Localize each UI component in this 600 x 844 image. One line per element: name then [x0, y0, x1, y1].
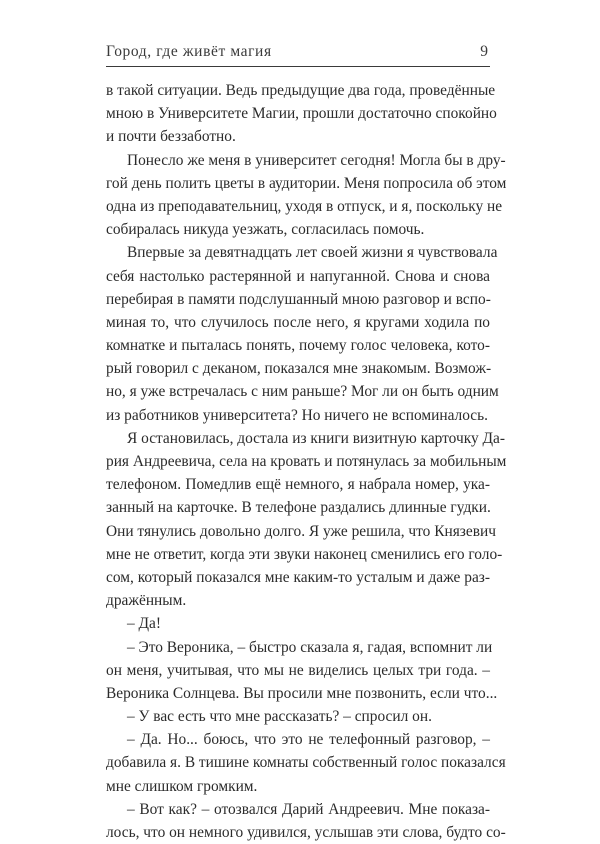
text-line: – У вас есть что мне рассказать? – спросил он.	[127, 708, 432, 726]
text-line: дражённым.	[106, 592, 187, 610]
text-line: себя настолько растерянной и напуганной. Снова и снова	[106, 267, 490, 285]
text-line: занный на карточке. В телефоне раздались длинные гудки.	[106, 499, 491, 517]
text-line: из работников университета? Но ничего не вспоминалось.	[106, 406, 489, 424]
text-line: Понесло же меня в университет сегодня! Могла бы в дру-	[127, 151, 506, 169]
text-line: – Вот как? – отозвался Дарий Андреевич. Мне показа-	[127, 800, 490, 818]
text-line: в такой ситуации. Ведь предыдущие два года, проведённые	[106, 82, 496, 99]
text-line: гой день полить цветы в аудитории. Меня попросила об этом	[106, 174, 507, 192]
text-line: миная то, что случилось после него, я кругами ходила по	[106, 313, 490, 331]
text-line: добавила я. В тишине комнаты собственный голос показался	[106, 754, 506, 772]
text-line: комнатке и пыталась понять, почему голос человека, кото-	[106, 337, 490, 355]
text-line: Впервые за девятнадцать лет своей жизни я чувствовала	[127, 244, 498, 262]
text-line: но, я уже встречалась с ним раньше? Мог ли он быть одним	[106, 383, 499, 401]
text-line: мне слишком громким.	[106, 777, 258, 795]
text-line: – Да. Но... боюсь, что это не телефонный разговор, –	[127, 731, 490, 749]
body-text	[106, 79, 507, 844]
text-line: телефоном. Помедлив ещё немного, я набрала номер, ука-	[106, 476, 490, 494]
text-line: он меня, учитывая, что мы не виделись целых три года. –	[106, 661, 490, 679]
running-header	[106, 40, 490, 67]
text-line: – Да!	[127, 615, 161, 633]
text-line: перебирая в памяти подслушанный мною разговор и вспо-	[106, 290, 491, 308]
page-number: 9	[480, 43, 488, 60]
text-line: сом, который показался мне каким-то усталым и даже раз-	[106, 568, 490, 586]
text-line: и почти беззаботно.	[106, 128, 236, 146]
running-title: Город, где живёт магия	[106, 43, 272, 60]
text-line: лось, что он немного удивился, услышав эти слова, будто со-	[106, 824, 506, 841]
text-line: мною в Университете Магии, прошли достаточно спокойно	[106, 105, 497, 123]
text-line: Вероника Солнцева. Вы просили мне позвонить, если что...	[106, 684, 498, 702]
text-line: Они тянулись довольно долго. Я уже решила, что Князевич	[106, 522, 496, 540]
text-line: одна из преподавательниц, уходя в отпуск, и я, поскольку не	[106, 197, 503, 215]
text-line: мне не ответит, когда эти звуки наконец сменились его голо-	[106, 545, 503, 563]
text-line: Я остановилась, достала из книги визитную карточку Да-	[127, 429, 505, 447]
text-line: – Это Вероника, – быстро сказала я, гадая, вспомнит ли	[127, 638, 493, 656]
text-line: рый говорил с деканом, показался мне знакомым. Возмож-	[106, 360, 492, 378]
text-line: собиралась никуда уезжать, согласилась помочь.	[106, 221, 425, 239]
text-line: рия Андреевича, села на кровать и потянулась за мобильным	[106, 453, 507, 470]
